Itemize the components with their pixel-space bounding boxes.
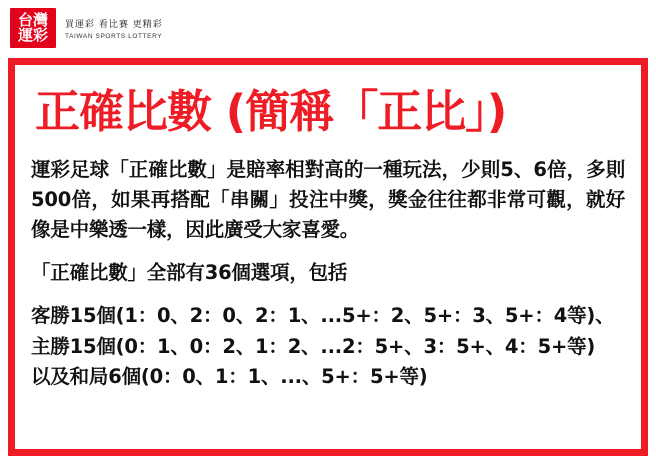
spacer	[31, 294, 625, 301]
logo-text-block	[65, 17, 163, 40]
logo-mark-line1: 台灣	[17, 11, 48, 29]
logo-slogan-english: TAIWAN SPORTS LOTTERY	[65, 32, 163, 40]
site-header	[0, 0, 656, 56]
spacer	[31, 251, 625, 258]
option-line-away-win: 客勝15個(1：0、2：0、2：1、...5+：2、5+：3、5+：4等)、	[31, 304, 615, 328]
option-line-home-win: 主勝15個(0：1、0：2、1：2、...2：5+、3：5+、4：5+等)	[31, 334, 596, 358]
card-body	[31, 155, 625, 393]
paragraph-options-intro: 「正確比數」全部有36個選項，包括	[31, 261, 348, 285]
taiwan-sports-lottery-logo-icon	[10, 8, 56, 48]
option-line-draw: 以及和局6個(0：0、1：1、...、5+：5+等)	[31, 364, 428, 388]
logo-mark-line2: 運彩	[17, 26, 48, 44]
paragraph-intro: 運彩足球「正確比數」是賠率相對高的一種玩法，少則5、6倍，多則500倍，如果再搭配「串關」投注中獎，獎金往往都非常可觀，就好像是中樂透一樣，因此廣受大家喜愛。	[31, 157, 625, 241]
logo-slogan-chinese: 買運彩 看比賽 更精彩	[65, 19, 163, 30]
content-card	[8, 58, 648, 456]
page-title: 正確比數 (簡稱「正比」)	[35, 85, 507, 138]
